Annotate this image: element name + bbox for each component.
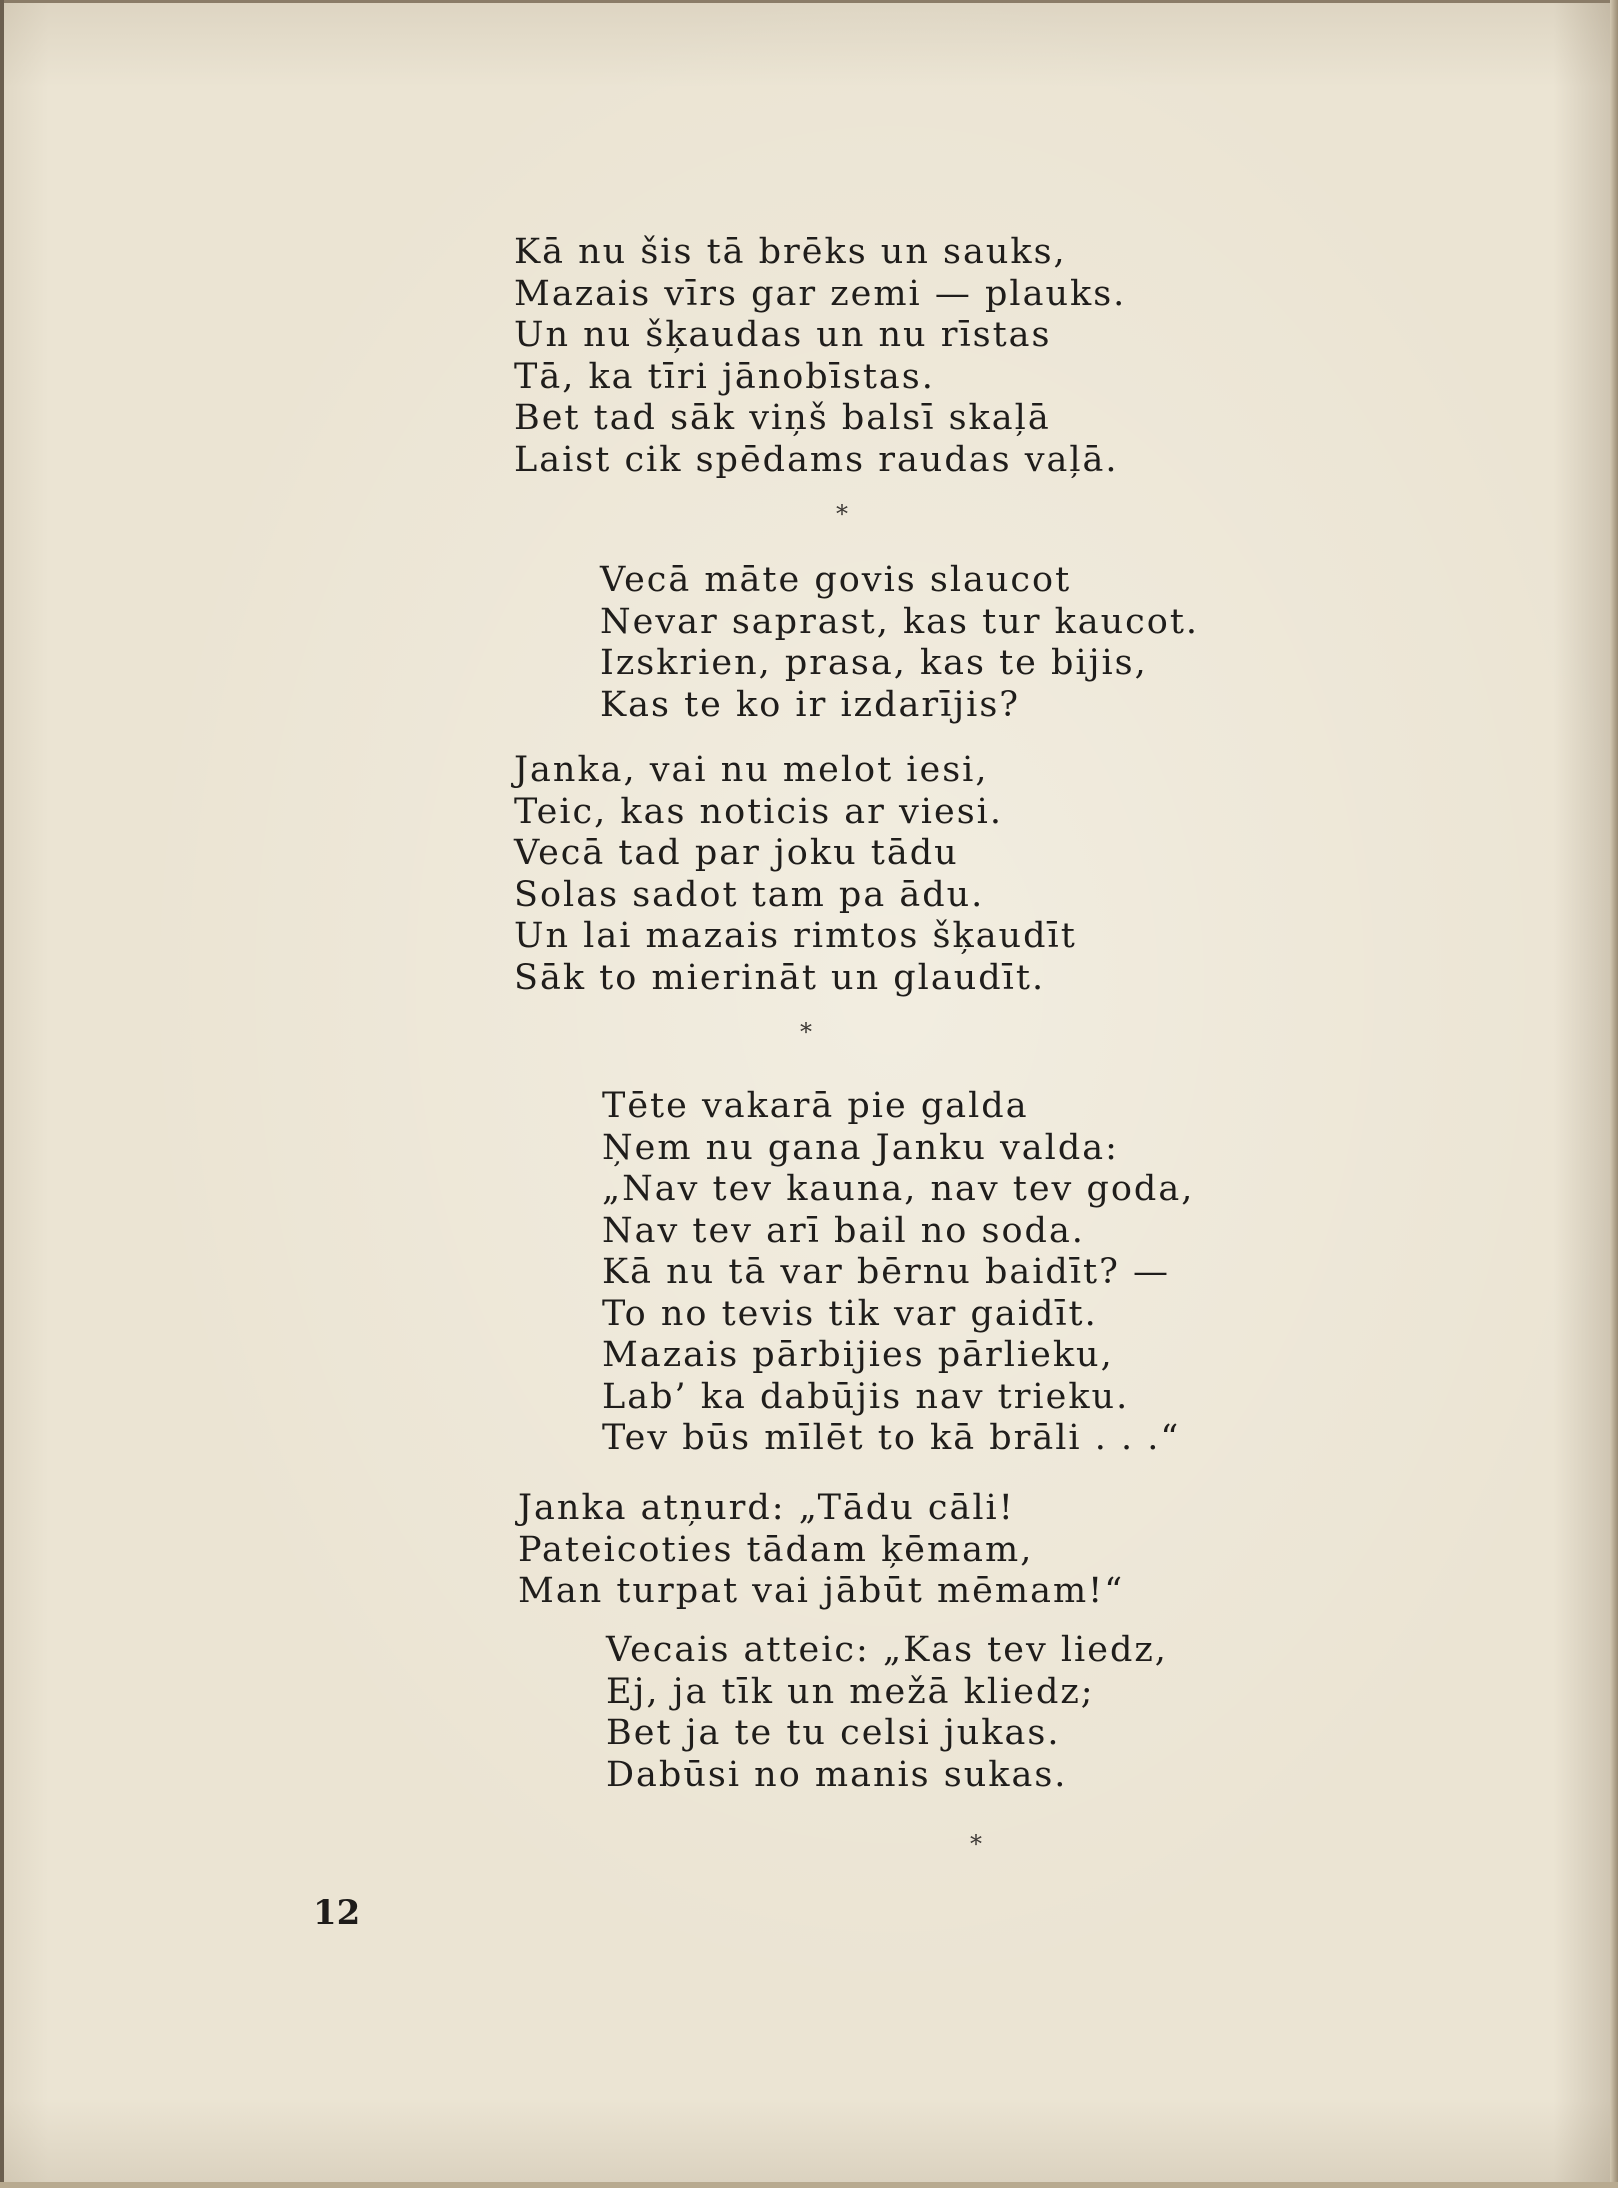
section-separator: * — [970, 1830, 982, 1858]
verse-line: Kas te ko ir izdarījis? — [600, 684, 1021, 725]
section-separator: * — [800, 1018, 812, 1046]
verse-line: Laist cik spēdams raudas vaļā. — [514, 439, 1119, 480]
verse-line: Mazais pārbijies pārlieku, — [602, 1335, 1114, 1375]
page-edge-left — [0, 0, 4, 2188]
verse-line: Pateicoties tādam ķēmam, — [518, 1529, 1034, 1570]
verse-line: Teic, kas noticis ar viesi. — [514, 791, 1003, 832]
verse-line: To no tevis tik var gaidīt. — [602, 1293, 1098, 1334]
verse-line: Vecā tad par joku tādu — [514, 833, 959, 873]
verse-line: Bet tad sāk viņš balsī skaļā — [514, 398, 1051, 438]
page-edge-right — [1610, 0, 1618, 2188]
verse-line: Kā nu šis tā brēks un sauks, — [514, 232, 1067, 272]
verse-line: Vecā māte govis slaucot — [600, 560, 1072, 600]
verse-line: Kā nu tā var bērnu baidīt? — — [602, 1252, 1170, 1292]
page-edge-bottom — [0, 2182, 1618, 2188]
verse-line: Sāk to mierināt un glaudīt. — [514, 957, 1046, 998]
verse-line: Tā, ka tīri jānobīstas. — [514, 356, 935, 397]
verse-line: Un nu šķaudas un nu rīstas — [514, 315, 1052, 355]
verse-line: Janka, vai nu melot iesi, — [514, 750, 989, 790]
verse-line: Dabūsi no manis sukas. — [606, 1754, 1068, 1795]
verse-line: Tev būs mīlēt to kā brāli . . .“ — [602, 1418, 1181, 1458]
page-number: 12 — [313, 1893, 361, 1933]
stanza-6 — [606, 1630, 1168, 1796]
verse-line: „Nav tev kauna, nav tev goda, — [602, 1169, 1195, 1209]
verse-line: Solas sadot tam pa ādu. — [514, 874, 985, 915]
verse-line: Nav tev arī bail no soda. — [602, 1210, 1085, 1251]
verse-line: Man turpat vai jābūt mēmam!“ — [518, 1571, 1125, 1611]
verse-line: Ņem nu gana Janku valda: — [602, 1127, 1119, 1168]
verse-line: Janka atņurd: „Tādu cāli! — [518, 1488, 1015, 1528]
verse-line: Izskrien, prasa, kas te bijis, — [600, 643, 1148, 683]
stanza-5 — [518, 1488, 1124, 1613]
stanza-1 — [514, 232, 1126, 481]
stanza-4 — [602, 1086, 1194, 1460]
verse-line: Vecais atteic: „Kas tev liedz, — [606, 1630, 1168, 1670]
stanza-2 — [600, 560, 1199, 726]
verse-line: Mazais vīrs gar zemi — plauks. — [514, 273, 1127, 314]
verse-line: Tēte vakarā pie galda — [602, 1086, 1029, 1126]
verse-line: Lab’ ka dabūjis nav trieku. — [602, 1376, 1130, 1417]
page-edge-top — [0, 0, 1618, 3]
verse-line: Bet ja te tu celsi jukas. — [606, 1713, 1061, 1753]
section-separator: * — [836, 500, 848, 528]
verse-line: Un lai mazais rimtos šķaudīt — [514, 916, 1077, 956]
stanza-3 — [514, 750, 1077, 999]
verse-line: Nevar saprast, kas tur kaucot. — [600, 601, 1200, 642]
verse-line: Ej, ja tīk un mežā kliedz; — [606, 1671, 1095, 1712]
